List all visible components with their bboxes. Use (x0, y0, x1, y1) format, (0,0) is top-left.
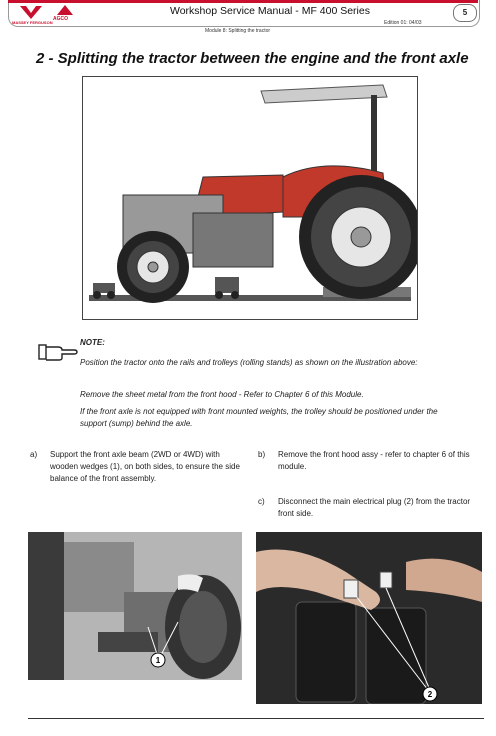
note-line: Position the tractor onto the rails and trolleys (rolling stands) as shown on the illustration above: (80, 358, 418, 367)
step-c-text: Disconnect the main electrical plug (2) from the tractor front side. (278, 497, 471, 518)
brand2-caption: AGCO (53, 16, 68, 22)
step-c-letter: c) (258, 497, 265, 506)
note-line: Remove the sheet metal from the front hood - Refer to Chapter 6 of this Module. (80, 390, 364, 399)
agco-logo (56, 4, 74, 16)
callout-2: 2 (427, 690, 433, 699)
page-number: 5 (453, 4, 477, 22)
step-a-letter: a) (30, 450, 38, 459)
header-stripe (8, 0, 478, 3)
pointing-hand-icon (38, 341, 78, 363)
step-a-text: Support the front axle beam (2WD or 4WD) with wooden wedges (1), on both sides, to ensure the side balance of the front assembly. (50, 450, 240, 483)
footer-divider (28, 718, 484, 719)
brand1-caption: MASSEY FERGUSON (12, 20, 53, 25)
manual-title: Workshop Service Manual - MF 400 Series (170, 5, 370, 17)
photo-front-axle-wedges (28, 532, 242, 680)
edition-label: Edition 01: 04/03 (384, 20, 422, 26)
section-title: 2 - Splitting the tractor between the engine and the front axle (36, 50, 469, 67)
step-b-text: Remove the front hood assy - refer to chapter 6 of this module. (278, 450, 470, 471)
photo-electrical-plug (256, 532, 482, 704)
tractor-illustration (82, 76, 418, 320)
note-label: NOTE: (80, 338, 105, 347)
module-label: Module 8: Splitting the tractor (205, 28, 271, 34)
note-line: If the front axle is not equipped with front mounted weights, the trolley should be positioned under the support (sump) behind the axle. (80, 407, 438, 428)
massey-ferguson-logo (18, 4, 44, 20)
callout-1: 1 (155, 656, 161, 665)
step-b-letter: b) (258, 450, 266, 459)
